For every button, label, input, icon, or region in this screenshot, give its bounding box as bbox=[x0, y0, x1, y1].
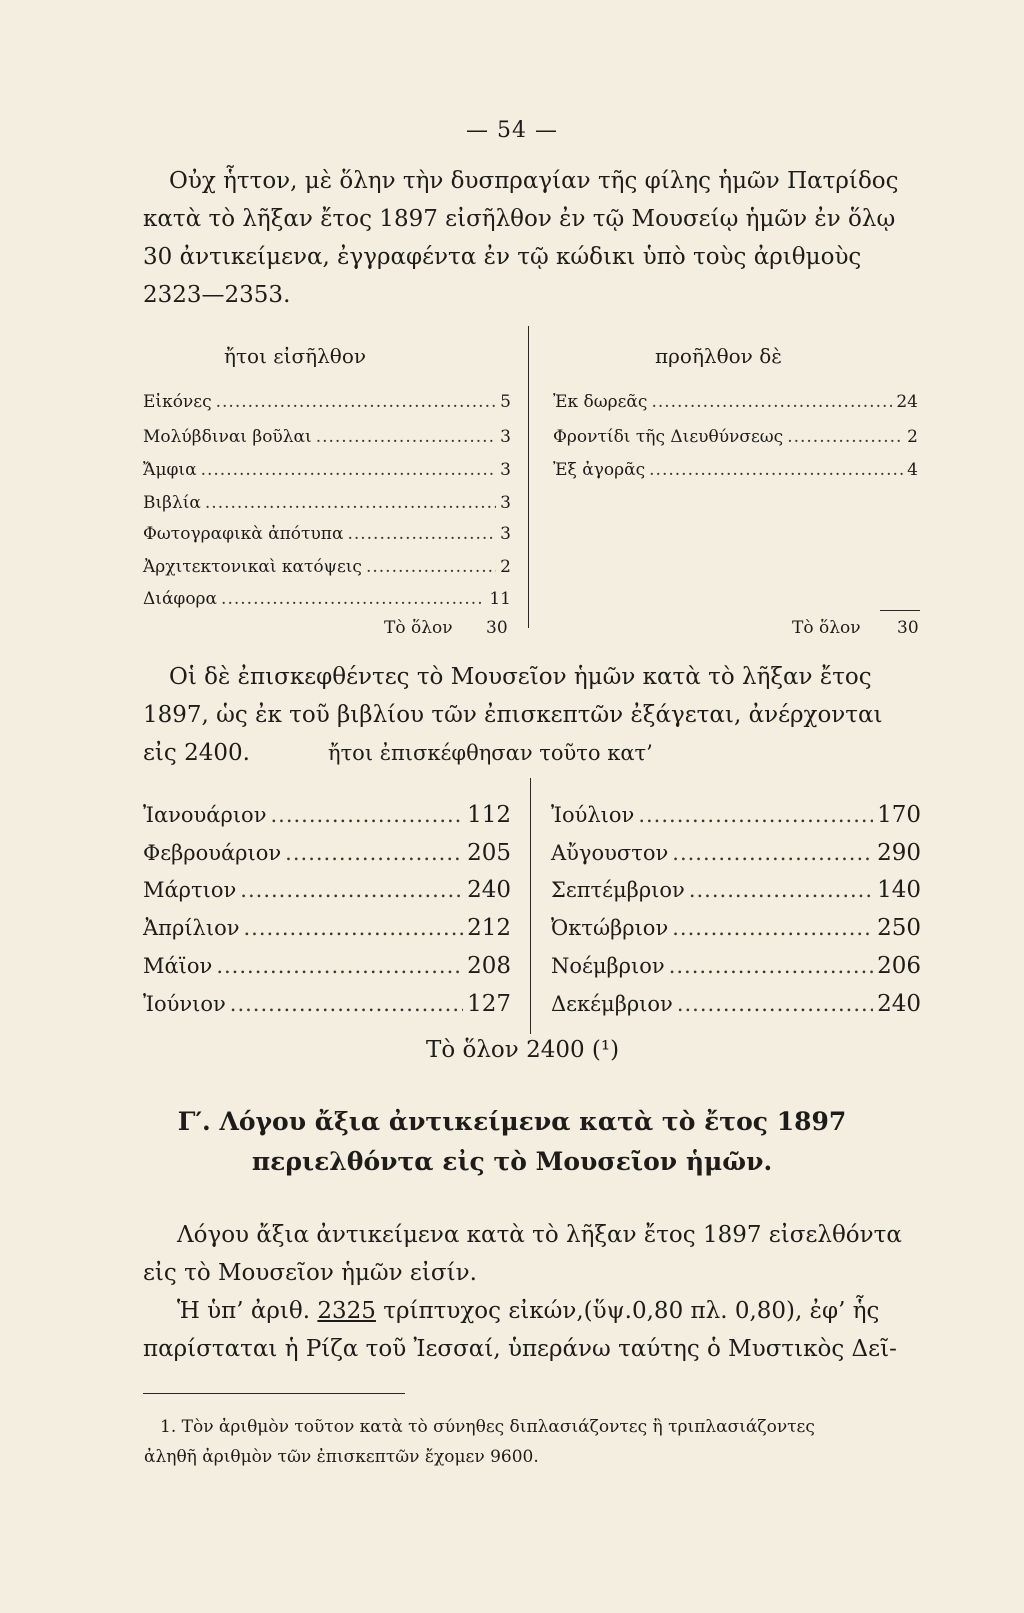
body-paragraph bbox=[143, 1216, 923, 1368]
section-heading bbox=[0, 1102, 1024, 1182]
intro-line: 30 ἀντικείμενα, ἐγγραφέντα ἐν τῷ κώδικι ὑπὸ τοὺς ἀριθμοὺς bbox=[143, 244, 862, 270]
intro-line: κατὰ τὸ λῆξαν ἔτος 1897 εἰσῆλθον ἐν τῷ Μουσείῳ ἡμῶν ἐν ὅλῳ bbox=[143, 206, 896, 232]
month-row: Νοέμβριον ..... 206 bbox=[551, 953, 921, 979]
column-divider bbox=[528, 326, 529, 628]
acquisition-row: Ἄμφια ..... 3 bbox=[143, 460, 511, 480]
intro-paragraph bbox=[143, 162, 923, 314]
page-number: — 54 — bbox=[466, 118, 558, 143]
acquisition-source-row: Φροντίδι τῆς Διευθύνσεως ..... 2 bbox=[553, 427, 918, 447]
right-column-header: προῆλθον δὲ bbox=[655, 344, 782, 368]
acquisition-row: Μολύβδιναι βοῦλαι ..... 3 bbox=[143, 427, 511, 447]
month-row: Δεκέμβριον ..... 240 bbox=[551, 991, 921, 1017]
visitors-line: Οἱ δὲ ἐπισκεφθέντες τὸ Μουσεῖον ἡμῶν κατὰ τὸ λῆξαν ἔτος bbox=[169, 664, 872, 690]
total-underline bbox=[880, 610, 920, 611]
months-divider bbox=[530, 778, 531, 1034]
body-line: Λόγου ἄξια ἀντικείμενα κατὰ τὸ λῆξαν ἔτος 1897 εἰσελθόντα bbox=[177, 1222, 902, 1248]
month-row: Ὀκτώβριον ..... 250 bbox=[551, 915, 921, 941]
section-heading-line: Γ′. Λόγου ἄξια ἀντικείμενα κατὰ τὸ ἔτος 1897 bbox=[177, 1107, 847, 1136]
month-row: Ἰανουάριον ..... 112 bbox=[143, 802, 511, 828]
acquisition-row: Βιβλία ..... 3 bbox=[143, 493, 511, 513]
acquisition-row: Διάφορα ..... 11 bbox=[143, 589, 511, 609]
month-row: Ἰούνιον ..... 127 bbox=[143, 991, 511, 1017]
left-total-value: 30 bbox=[486, 618, 508, 638]
right-total-value: 30 bbox=[897, 618, 919, 638]
acquisition-row: Φωτογραφικὰ ἀπότυπα ..... 3 bbox=[143, 524, 511, 544]
footnote-rule bbox=[143, 1393, 405, 1394]
visitors-line: 1897, ὡς ἐκ τοῦ βιβλίου τῶν ἐπισκεπτῶν ἐξάγεται, ἀνέρχονται bbox=[143, 702, 883, 728]
intro-line: 2323—2353. bbox=[143, 282, 291, 308]
left-column-header: ἤτοι εἰσῆλθον bbox=[224, 344, 367, 368]
footnote bbox=[144, 1412, 920, 1472]
acquisition-row: Εἰκόνες ..... 5 bbox=[143, 392, 511, 412]
month-row: Μάρτιον ..... 240 bbox=[143, 877, 511, 903]
footnote-line: 1. Τὸν ἀριθμὸν τοῦτον κατὰ τὸ σύνηθες διπλασιάζοντες ἢ τριπλασιάζοντες bbox=[160, 1417, 815, 1437]
footnote-line: ἀληθῆ ἀριθμὸν τῶν ἐπισκεπτῶν ἔχομεν 9600. bbox=[144, 1447, 539, 1467]
body-line: εἰς τὸ Μουσεῖον ἡμῶν εἰσίν. bbox=[143, 1260, 477, 1286]
month-row: Μάϊον ..... 208 bbox=[143, 953, 511, 979]
body-line: Ἡ ὑπ’ ἀριθ. 2325 τρίπτυχος εἰκών,(ὕψ.0,80 πλ. 0,80), ἐφ’ ἧς bbox=[177, 1298, 880, 1324]
acquisition-source-row: Ἐκ δωρεᾶς ..... 24 bbox=[553, 392, 918, 412]
months-total: Τὸ ὅλον 2400 (¹) bbox=[426, 1037, 620, 1063]
visitors-line: εἰς 2400. ἤτοι ἐπισκέφθησαν τοῦτο κατ’ bbox=[143, 740, 653, 766]
section-heading-line: περιελθόντα εἰς τὸ Μουσεῖον ἡμῶν. bbox=[251, 1147, 773, 1176]
month-row: Σεπτέμβριον ..... 140 bbox=[551, 877, 921, 903]
month-row: Αὔγουστον ..... 290 bbox=[551, 840, 921, 866]
visitors-paragraph bbox=[143, 658, 923, 772]
intro-line: Οὐχ ἧττον, μὲ ὅλην τὴν δυσπραγίαν τῆς φίλης ἡμῶν Πατρίδος bbox=[169, 168, 899, 194]
month-row: Φεβρουάριον ..... 205 bbox=[143, 840, 511, 866]
right-total-label: Τὸ ὅλον bbox=[792, 618, 861, 638]
body-line: παρίσταται ἡ Ρίζα τοῦ Ἰεσσαί, ὑπεράνω ταύτης ὁ Μυστικὸς Δεῖ- bbox=[143, 1336, 897, 1362]
month-row: Ἀπρίλιον ..... 212 bbox=[143, 915, 511, 941]
left-total-label: Τὸ ὅλον bbox=[384, 618, 453, 638]
acquisition-row: Ἀρχιτεκτονικαὶ κατόψεις ..... 2 bbox=[143, 557, 511, 577]
month-row: Ἰούλιον ..... 170 bbox=[551, 802, 921, 828]
acquisition-source-row: Ἐξ ἀγορᾶς ..... 4 bbox=[553, 460, 918, 480]
catalogue-number: 2325 bbox=[317, 1298, 376, 1324]
